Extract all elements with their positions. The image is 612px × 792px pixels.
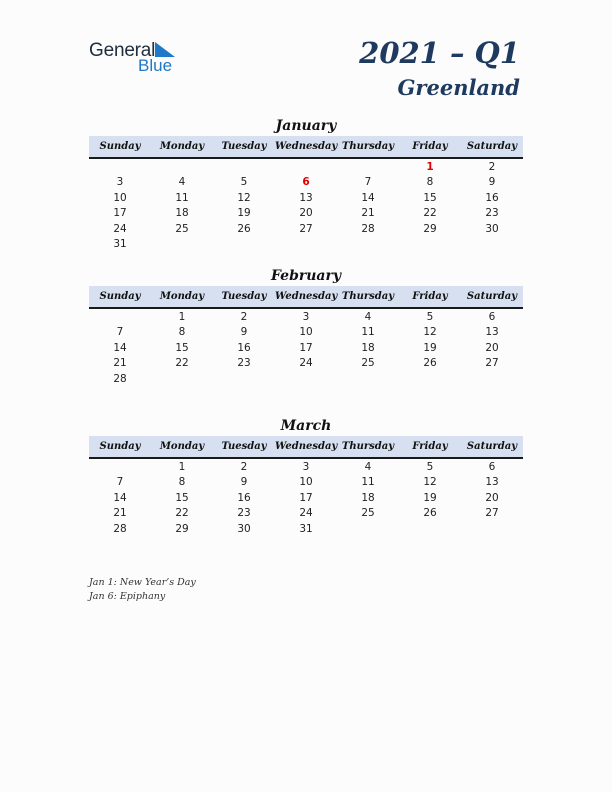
day-cell: 13 [485, 326, 499, 339]
weekday-header-row [89, 286, 523, 309]
week-row [89, 356, 523, 371]
empty-day-cell [275, 372, 337, 387]
week-row [89, 222, 523, 237]
day-cell: 9 [240, 326, 248, 339]
day-cell: 23 [485, 207, 499, 220]
weekday-label: Monday [159, 141, 205, 152]
weekday-label: Saturday [466, 441, 518, 452]
week-row [89, 160, 523, 175]
empty-day-cell [151, 160, 213, 175]
day-cell: 7 [116, 326, 124, 339]
empty-day-cell [89, 160, 151, 175]
weekday-label: Sunday [99, 291, 141, 302]
day-cell: 11 [361, 476, 375, 489]
day-cell: 17 [299, 341, 313, 354]
week-row [89, 206, 523, 221]
month-title: February [270, 268, 341, 284]
empty-day-cell [213, 160, 275, 175]
day-cell: 22 [175, 357, 189, 370]
day-cell: 19 [237, 207, 251, 220]
day-cell: 6 [302, 176, 310, 189]
empty-day-cell [399, 372, 461, 387]
day-cell: 4 [364, 461, 372, 473]
month-title: January [275, 118, 337, 134]
day-cell: 30 [237, 522, 251, 535]
day-cell: 22 [175, 507, 189, 520]
empty-day-cell [151, 237, 213, 252]
day-cell: 20 [485, 491, 499, 504]
week-row [89, 310, 523, 325]
day-cell: 27 [485, 507, 499, 520]
weekday-label: Wednesday [275, 291, 338, 302]
day-cell: 16 [237, 491, 251, 504]
day-cell: 18 [175, 207, 189, 220]
day-cell: 4 [364, 311, 372, 323]
day-cell: 1 [178, 461, 186, 473]
weekday-label: Friday [412, 141, 448, 152]
day-cell: 5 [426, 461, 434, 473]
day-cell: 7 [116, 476, 124, 489]
day-cell: 23 [237, 357, 251, 370]
day-cell: 5 [426, 311, 434, 323]
day-cell: 16 [237, 341, 251, 354]
weekday-label: Saturday [466, 141, 518, 152]
empty-day-cell [399, 522, 461, 537]
weekday-label: Wednesday [275, 141, 338, 152]
day-cell: 15 [423, 191, 437, 204]
week-row [89, 341, 523, 356]
day-cell: 26 [237, 222, 251, 235]
weekday-label: Thursday [341, 141, 395, 152]
day-cell: 19 [423, 491, 437, 504]
weekday-label: Sunday [99, 441, 141, 452]
day-cell: 25 [361, 507, 375, 520]
empty-day-cell [275, 237, 337, 252]
day-cell: 25 [361, 357, 375, 370]
week-row [89, 522, 523, 537]
week-row [89, 237, 523, 252]
month-title: March [280, 418, 332, 434]
weekday-label: Sunday [99, 141, 141, 152]
day-cell: 17 [113, 207, 127, 220]
month-calendar-march [89, 416, 523, 537]
day-cell: 21 [361, 207, 375, 220]
day-cell: 7 [364, 176, 372, 189]
weekday-header-row [89, 136, 523, 159]
day-cell: 6 [488, 461, 496, 473]
day-cell: 11 [175, 191, 189, 204]
brand-logo [89, 40, 189, 76]
day-cell: 3 [302, 461, 310, 473]
day-cell: 8 [426, 176, 434, 189]
weekday-label: Monday [159, 291, 205, 302]
day-cell: 18 [361, 341, 375, 354]
day-cell: 27 [299, 222, 313, 235]
weekday-label: Friday [412, 441, 448, 452]
day-cell: 14 [113, 341, 127, 354]
empty-day-cell [275, 160, 337, 175]
week-row [89, 325, 523, 340]
day-cell: 13 [299, 191, 313, 204]
week-row [89, 191, 523, 206]
day-cell: 9 [240, 476, 248, 489]
day-cell: 26 [423, 507, 437, 520]
country-subtitle: Greenland [397, 75, 520, 100]
weekday-header-row [89, 436, 523, 459]
day-cell: 5 [240, 176, 248, 189]
day-cell: 21 [113, 507, 127, 520]
empty-day-cell [213, 372, 275, 387]
day-cell: 31 [113, 237, 127, 250]
day-cell: 24 [113, 222, 127, 235]
day-cell: 8 [178, 326, 186, 339]
weekday-label: Saturday [466, 291, 518, 302]
week-row [89, 372, 523, 387]
day-cell: 2 [240, 461, 248, 473]
week-row [89, 506, 523, 521]
empty-day-cell [337, 237, 399, 252]
day-cell: 12 [423, 326, 437, 339]
day-cell: 10 [299, 476, 313, 489]
day-cell: 24 [299, 507, 313, 520]
day-cell: 19 [423, 341, 437, 354]
weekday-label: Wednesday [275, 441, 338, 452]
day-cell: 1 [178, 311, 186, 323]
day-cell: 25 [175, 222, 189, 235]
weekday-label: Tuesday [221, 291, 267, 302]
day-cell: 17 [299, 491, 313, 504]
day-cell: 21 [113, 357, 127, 370]
day-cell: 2 [240, 311, 248, 323]
day-cell: 28 [113, 372, 127, 385]
day-cell: 9 [488, 176, 496, 189]
weekday-label: Friday [412, 291, 448, 302]
day-cell: 10 [113, 191, 127, 204]
day-cell: 10 [299, 326, 313, 339]
day-cell: 15 [175, 341, 189, 354]
day-cell: 31 [299, 522, 313, 535]
empty-day-cell [461, 237, 523, 252]
week-row [89, 460, 523, 475]
day-cell: 6 [488, 311, 496, 323]
day-cell: 11 [361, 326, 375, 339]
day-cell: 12 [237, 191, 251, 204]
day-cell: 3 [302, 311, 310, 323]
day-cell: 29 [423, 222, 437, 235]
weekday-label: Tuesday [221, 441, 267, 452]
day-cell: 27 [485, 357, 499, 370]
holiday-note: Jan 1: New Year’s Day [89, 577, 196, 588]
empty-day-cell [461, 522, 523, 537]
empty-day-cell [89, 310, 151, 325]
day-cell: 24 [299, 357, 313, 370]
day-cell: 22 [423, 207, 437, 220]
logo-text-general: General [89, 40, 156, 61]
day-cell: 15 [175, 491, 189, 504]
logo-text-blue: Blue [138, 56, 173, 75]
day-cell: 3 [116, 176, 124, 189]
day-cell: 30 [485, 222, 499, 235]
empty-day-cell [89, 460, 151, 475]
holiday-note: Jan 6: Epiphany [89, 591, 166, 602]
day-cell: 20 [299, 207, 313, 220]
day-cell: 23 [237, 507, 251, 520]
day-cell: 20 [485, 341, 499, 354]
week-row [89, 491, 523, 506]
day-cell: 29 [175, 522, 189, 535]
day-cell: 28 [113, 522, 127, 535]
week-row [89, 175, 523, 190]
weekday-label: Thursday [341, 291, 395, 302]
day-cell: 2 [488, 161, 496, 173]
empty-day-cell [337, 522, 399, 537]
empty-day-cell [461, 372, 523, 387]
holiday-notes [89, 576, 196, 604]
day-cell: 16 [485, 191, 499, 204]
empty-day-cell [337, 160, 399, 175]
day-cell: 13 [485, 476, 499, 489]
empty-day-cell [337, 372, 399, 387]
month-calendar-february [89, 266, 523, 387]
week-row [89, 475, 523, 490]
weekday-label: Monday [159, 441, 205, 452]
day-cell: 28 [361, 222, 375, 235]
month-calendar-january [89, 116, 523, 252]
day-cell: 12 [423, 476, 437, 489]
empty-day-cell [151, 372, 213, 387]
day-cell: 14 [361, 191, 375, 204]
day-cell: 14 [113, 491, 127, 504]
day-cell: 18 [361, 491, 375, 504]
page-title: 2021 – Q1 [359, 36, 520, 70]
day-cell: 26 [423, 357, 437, 370]
day-cell: 4 [178, 176, 186, 189]
day-cell: 1 [426, 161, 434, 173]
weekday-label: Tuesday [221, 141, 267, 152]
empty-day-cell [213, 237, 275, 252]
empty-day-cell [399, 237, 461, 252]
weekday-label: Thursday [341, 441, 395, 452]
day-cell: 8 [178, 476, 186, 489]
